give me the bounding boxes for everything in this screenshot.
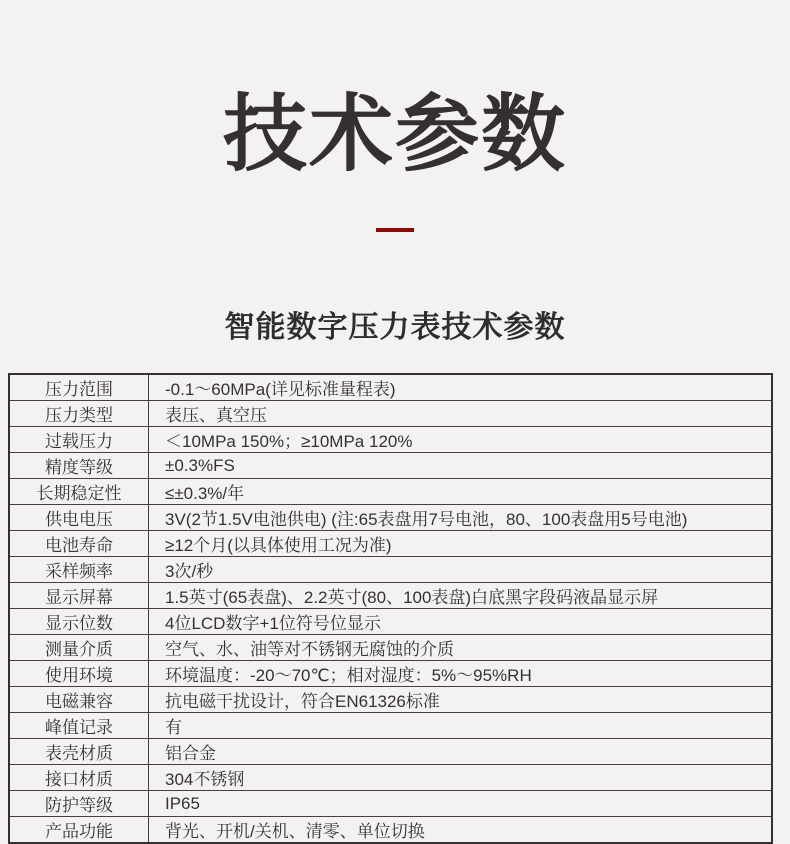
spec-value: 4位LCD数字+1位符号位显示 bbox=[149, 609, 773, 635]
spec-row bbox=[9, 791, 772, 817]
spec-label: 采样频率 bbox=[9, 557, 149, 583]
spec-row bbox=[9, 609, 772, 635]
spec-row bbox=[9, 583, 772, 609]
spec-row bbox=[9, 401, 772, 427]
spec-label: 表壳材质 bbox=[9, 739, 149, 765]
spec-label: 精度等级 bbox=[9, 453, 149, 479]
spec-row bbox=[9, 713, 772, 739]
spec-value: ＜10MPa 150%；≥10MPa 120% bbox=[149, 427, 773, 453]
spec-label: 供电电压 bbox=[9, 505, 149, 531]
spec-table bbox=[8, 373, 773, 844]
title-divider bbox=[376, 228, 414, 232]
spec-row bbox=[9, 531, 772, 557]
spec-value: -0.1～60MPa(详见标准量程表) bbox=[149, 374, 773, 401]
spec-label: 防护等级 bbox=[9, 791, 149, 817]
spec-value: 环境温度：-20～70℃；相对湿度：5%～95%RH bbox=[149, 661, 773, 687]
page-title: 技术参数 bbox=[222, 87, 567, 181]
spec-value: 背光、开机/关机、清零、单位切换 bbox=[149, 817, 773, 844]
spec-row bbox=[9, 765, 772, 791]
spec-row bbox=[9, 505, 772, 531]
spec-row bbox=[9, 661, 772, 687]
spec-value: 铝合金 bbox=[149, 739, 773, 765]
spec-row bbox=[9, 427, 772, 453]
spec-value: 表压、真空压 bbox=[149, 401, 773, 427]
spec-label: 电池寿命 bbox=[9, 531, 149, 557]
section-subtitle: 智能数字压力表技术参数 bbox=[224, 311, 566, 344]
spec-value: ≤±0.3%/年 bbox=[149, 479, 773, 505]
spec-value: 有 bbox=[149, 713, 773, 739]
spec-label: 使用环境 bbox=[9, 661, 149, 687]
spec-label: 峰值记录 bbox=[9, 713, 149, 739]
spec-row bbox=[9, 374, 772, 401]
spec-label: 显示屏幕 bbox=[9, 583, 149, 609]
spec-value: 3V(2节1.5V电池供电) (注:65表盘用7号电池，80、100表盘用5号电池) bbox=[149, 505, 773, 531]
spec-label: 压力范围 bbox=[9, 374, 149, 401]
spec-value: 1.5英寸(65表盘)、2.2英寸(80、100表盘)白底黑字段码液晶显示屏 bbox=[149, 583, 773, 609]
spec-label: 接口材质 bbox=[9, 765, 149, 791]
spec-value: 空气、水、油等对不锈钢无腐蚀的介质 bbox=[149, 635, 773, 661]
spec-row bbox=[9, 635, 772, 661]
spec-row bbox=[9, 453, 772, 479]
spec-value: ±0.3%FS bbox=[149, 453, 773, 479]
spec-label: 测量介质 bbox=[9, 635, 149, 661]
spec-label: 长期稳定性 bbox=[9, 479, 149, 505]
spec-label: 电磁兼容 bbox=[9, 687, 149, 713]
spec-label: 显示位数 bbox=[9, 609, 149, 635]
spec-row bbox=[9, 739, 772, 765]
spec-row bbox=[9, 687, 772, 713]
spec-row bbox=[9, 817, 772, 844]
spec-value: 抗电磁干扰设计，符合EN61326标准 bbox=[149, 687, 773, 713]
spec-row bbox=[9, 479, 772, 505]
spec-value: 3次/秒 bbox=[149, 557, 773, 583]
spec-label: 过载压力 bbox=[9, 427, 149, 453]
spec-value: ≥12个月(以具体使用工况为准) bbox=[149, 531, 773, 557]
spec-row bbox=[9, 557, 772, 583]
spec-value: 304不锈钢 bbox=[149, 765, 773, 791]
spec-label: 产品功能 bbox=[9, 817, 149, 844]
spec-value: IP65 bbox=[149, 791, 773, 817]
spec-label: 压力类型 bbox=[9, 401, 149, 427]
